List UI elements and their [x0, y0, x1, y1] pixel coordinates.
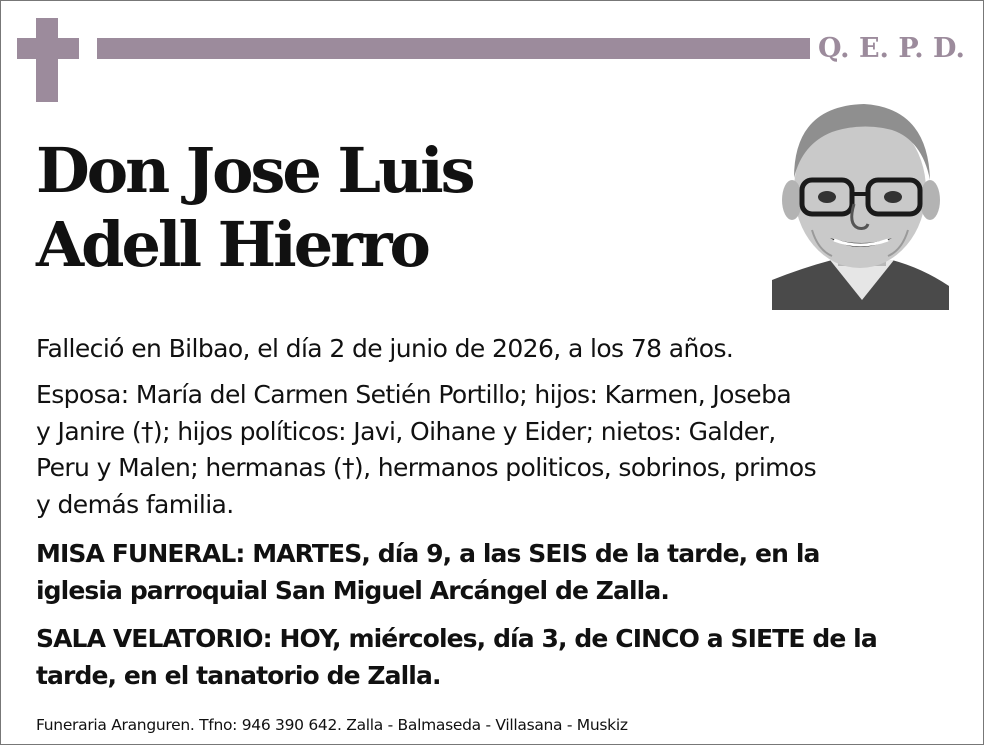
name-line-2: Adell Hierro: [36, 208, 428, 281]
family-line: y Janire (†); hijos políticos: Javi, Oihane y Eider; nietos: Galder,: [36, 416, 776, 446]
name-line-1: Don Jose Luis: [36, 134, 473, 207]
wake-room: [36, 621, 936, 694]
wake-line: SALA VELATORIO: HOY, miércoles, día 3, de CINCO a SIETE de la: [36, 624, 877, 653]
funeral-line: iglesia parroquial San Miguel Arcángel de Zalla.: [36, 575, 669, 605]
family-line: Esposa: María del Carmen Setién Portillo; hijos: Karmen, Joseba: [36, 380, 792, 409]
qepd-label: Q. E. P. D.: [818, 33, 965, 64]
family-line: y demás familia.: [36, 489, 234, 519]
funeral-line: MISA FUNERAL: MARTES, día 9, a las SEIS de la tarde, en la: [36, 539, 820, 568]
funeral-mass: [36, 536, 936, 609]
deceased-name: [36, 134, 473, 282]
death-notice: Falleció en Bilbao, el día 2 de junio de 2026, a los 78 años.: [36, 334, 734, 363]
header-bar: [97, 38, 810, 59]
wake-line: tarde, en el tanatorio de Zalla.: [36, 660, 441, 690]
cross-horizontal: [17, 38, 79, 59]
cross-vertical: [36, 18, 58, 102]
funeral-home-footer: Funeraria Aranguren. Tfno: 946 390 642. Zalla - Balmaseda - Villasana - Muskiz: [36, 716, 628, 734]
family-list: [36, 377, 936, 523]
portrait-photo: [772, 100, 949, 310]
family-line: Peru y Malen; hermanas (†), hermanos politicos, sobrinos, primos: [36, 453, 817, 482]
